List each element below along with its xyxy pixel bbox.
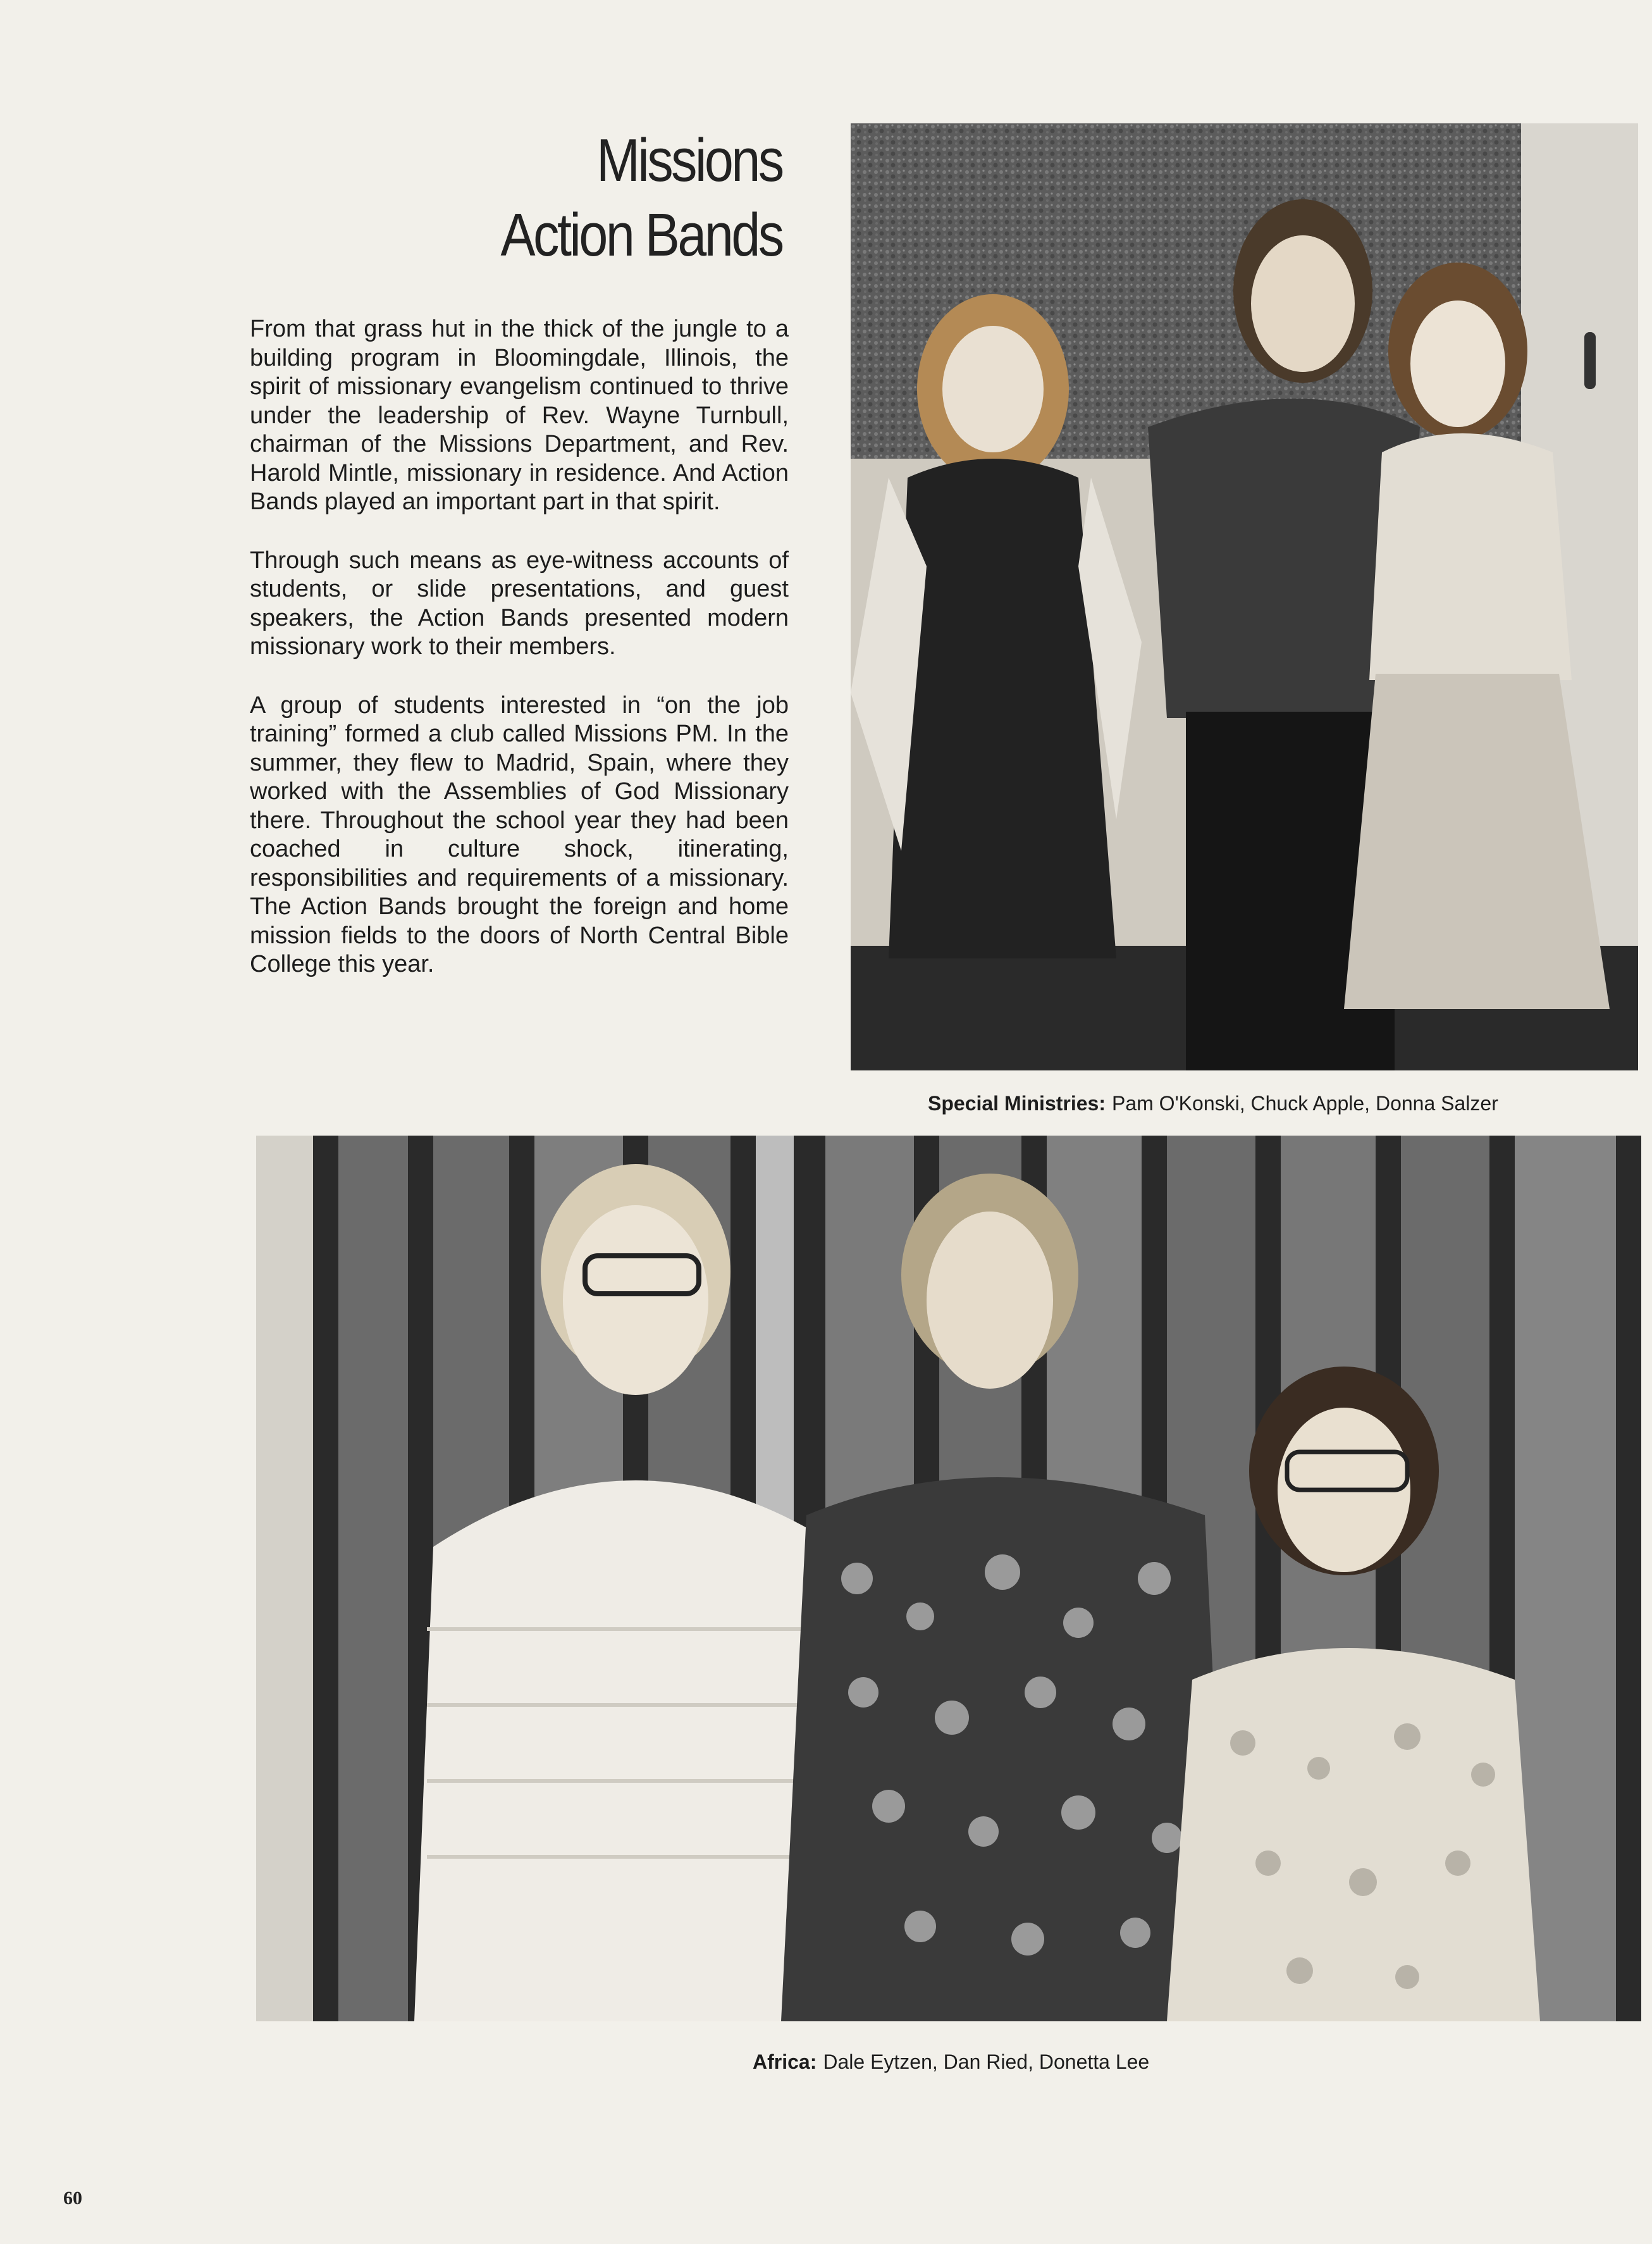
caption-label: Special Ministries:	[928, 1092, 1106, 1115]
africa-caption	[753, 2050, 1149, 2074]
page-title	[501, 123, 782, 273]
page-number: 60	[63, 2188, 82, 2209]
caption-names: Pam O'Konski, Chuck Apple, Donna Salzer	[1111, 1092, 1498, 1115]
paragraph-2: Through such means as eye-witness accounts of students, or slide presentations, and guest speakers, the Action Bands presented modern missionary work to their members.	[250, 547, 789, 660]
special-ministries-caption	[928, 1092, 1498, 1115]
paragraph-3: A group of students interested in “on the job training” formed a club called Missions PM. In the summer, they flew to Madrid, Spain, where they worked with the Assemblies of God Missionary there. Throughout the school year they had been coached in culture shock, itinerating, responsibilities and requirements of a missionary. The Action Bands brought the foreign and home mission fields to the doors of North Central Bible College this year.	[250, 691, 789, 977]
title-line-2: Action Bands	[500, 201, 782, 269]
caption-names: Dale Eytzen, Dan Ried, Donetta Lee	[823, 2050, 1150, 2073]
africa-photo	[256, 1136, 1641, 2021]
title-line-1: Missions	[596, 127, 782, 194]
caption-label: Africa:	[753, 2050, 817, 2073]
article-body	[250, 315, 789, 1009]
special-ministries-photo	[851, 123, 1638, 1070]
paragraph-1: From that grass hut in the thick of the jungle to a building program in Bloomingdale, Illinois, the spirit of missionary evangelism continued to thrive under the leadership of Rev. Wayne Turnbull, chairman of the Missions Department, and Rev. Harold Mintle, missionary in residence. And Action Bands played an important part in that spirit.	[250, 316, 789, 515]
